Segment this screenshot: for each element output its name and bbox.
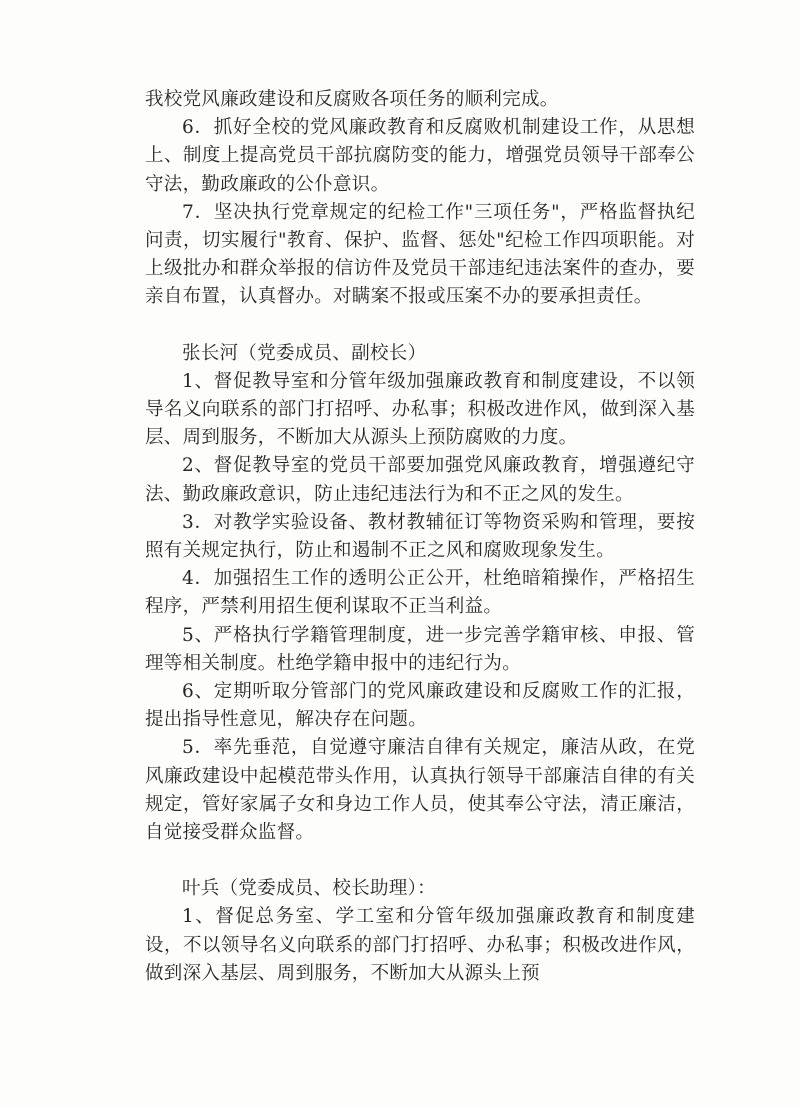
paragraph-ye-1: 1、督促总务室、学工室和分管年级加强廉政教育和制度建设，不以领导名义向联系的部门打招呼、办私事；积极改进作风，做到深入基层、周到服务，不断加大从源头上预	[145, 906, 695, 984]
paragraph-zhang-4: 4．加强招生工作的透明公正公开，杜绝暗箱操作，严格招生程序，严禁利用招生便利谋取不正当利益。	[145, 568, 695, 618]
section-title-zhang: 张长河（党委成员、副校长）	[182, 342, 427, 364]
paragraph-zhang-3: 3．对教学实验设备、教材教辅征订等物资采购和管理，要按照有关规定执行，防止和遏制不正之风和腐败现象发生。	[145, 511, 695, 562]
paragraph-item-7: 7．坚决执行党章规定的纪检工作"三项任务"，严格监督执纪问责，切实履行"教育、保护、监督、惩处"纪检工作四项职能。对上级批办和群众举报的信访件及党员干部违纪违法案件的查办，要亲自布置，认真督办。对瞒案不报或压案不办的要承担责任。	[145, 201, 695, 308]
paragraph-zhang-7: 5．率先垂范，自觉遵守廉洁自律有关规定，廉洁从政，在党风廉政建设中起模范带头作用，认真执行领导干部廉洁自律的有关规定，管好家属子女和身边工作人员，使其奉公守法，清正廉洁，自觉接受群众监督。	[145, 737, 695, 844]
section-gap	[145, 847, 695, 875]
paragraph-zhang-6: 6、定期听取分管部门的党风廉政建设和反腐败工作的汇报，提出指导性意见，解决存在问题。	[145, 681, 695, 731]
paragraph-zhang-5: 5、严格执行学籍管理制度，进一步完善学籍审核、申报、管理等相关制度。杜绝学籍申报中的违纪行为。	[145, 624, 695, 674]
document-body	[145, 86, 695, 988]
section-title-ye: 叶兵（党委成员、校长助理）：	[182, 878, 436, 900]
paragraph-continuation: 我校党风廉政建设和反腐败各项任务的顺利完成。	[145, 89, 559, 110]
paragraph-zhang-1: 1、督促教导室和分管年级加强廉政教育和制度建设，不以领导名义向联系的部门打招呼、办私事；积极改进作风，做到深入基层、周到服务，不断加大从源头上预防腐败的力度。	[145, 370, 695, 449]
paragraph-zhang-2: 2、督促教导室的党员干部要加强党风廉政教育，增强遵纪守法、勤政廉政意识，防止违纪违法行为和不正之风的发生。	[145, 455, 695, 505]
section-gap	[145, 312, 695, 340]
paragraph-item-6: 6．抓好全校的党风廉政教育和反腐败机制建设工作，从思想上、制度上提高党员干部抗腐防变的能力，增强党员领导干部奉公守法，勤政廉政的公仆意识。	[145, 117, 695, 195]
